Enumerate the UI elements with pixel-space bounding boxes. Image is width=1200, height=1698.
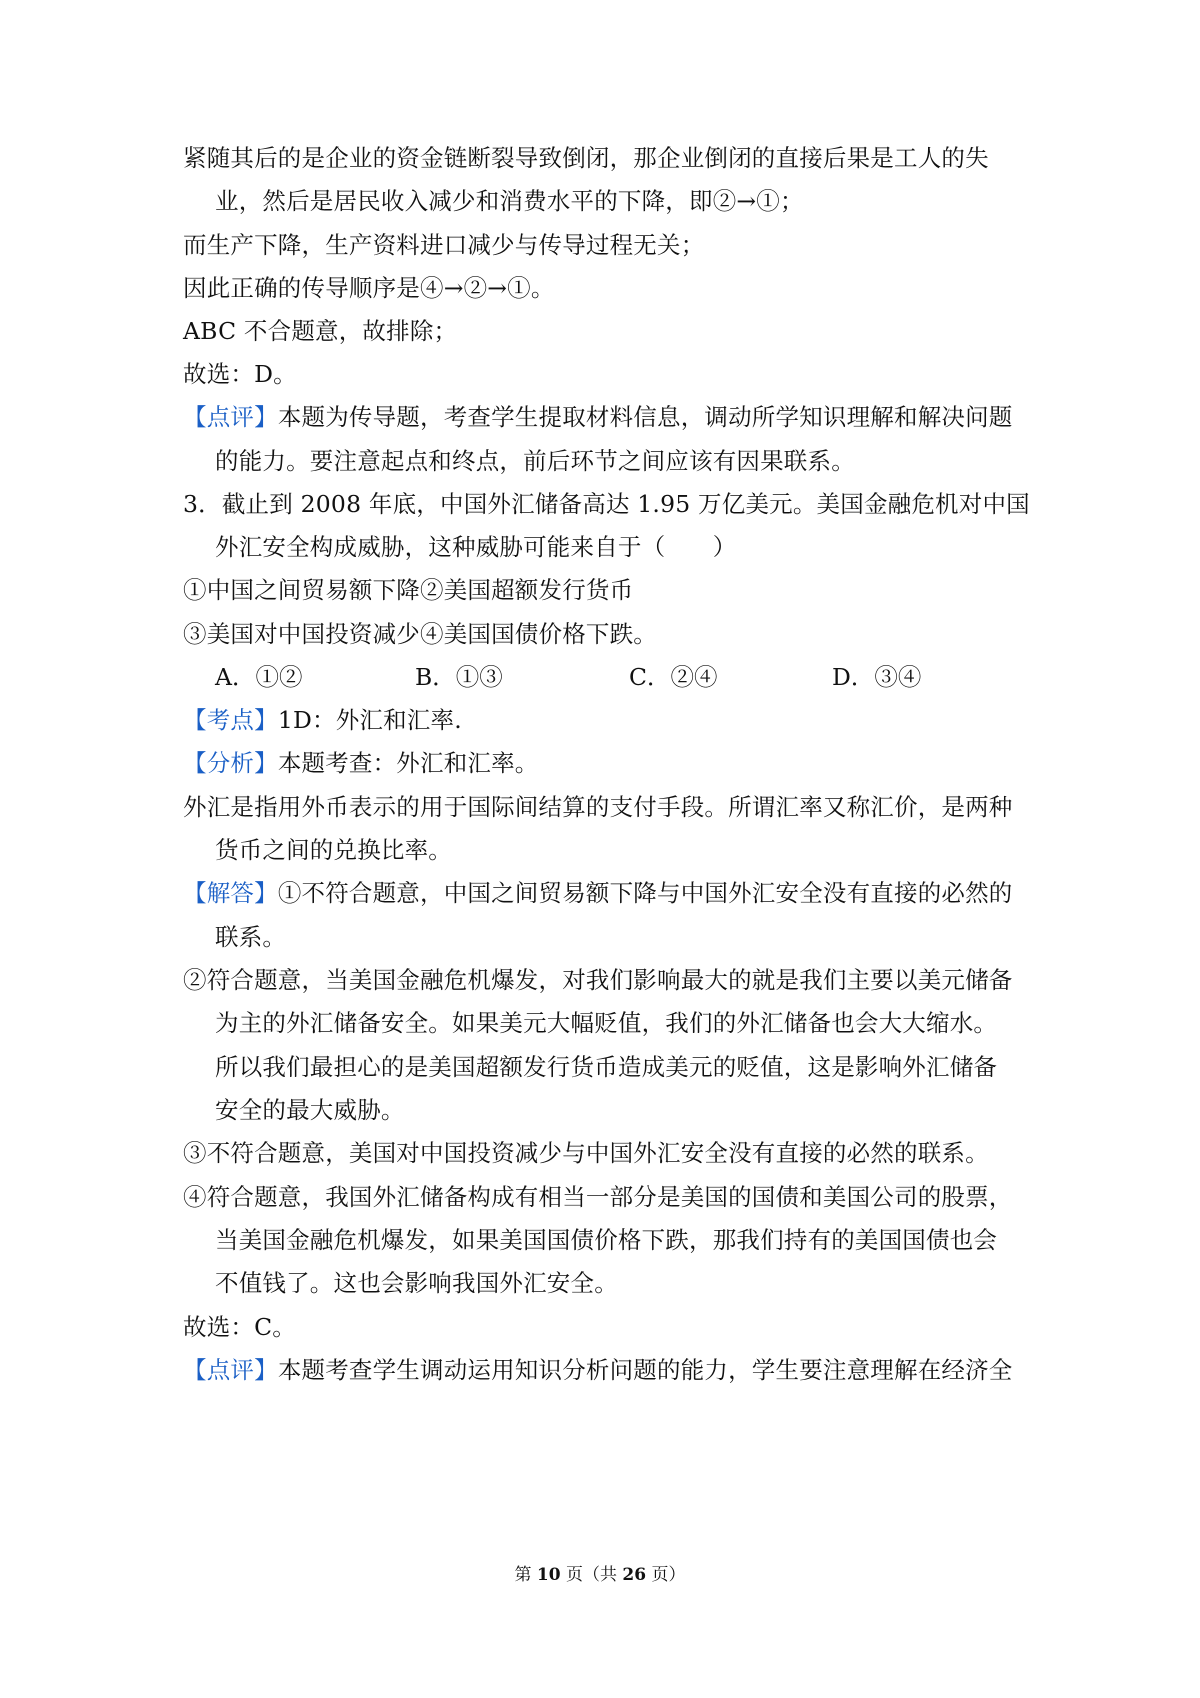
text-line: 业，然后是居民收入减少和消费水平的下降，即②→①； <box>215 187 804 215</box>
option-a: A．①② <box>215 663 303 691</box>
exam-point-block <box>183 705 462 735</box>
text-line: 联系。 <box>215 923 287 951</box>
text-line: 而生产下降，生产资料进口减少与传导过程无关； <box>183 231 705 259</box>
question-stem: 3．截止到 2008 年底，中国外汇储备高达 1.95 万亿美元。美国金融危机对中国 <box>183 490 1030 518</box>
text-line: ABC 不合题意，故排除； <box>183 317 458 345</box>
exam-point-text: 1D：外汇和汇率. <box>277 706 462 734</box>
text-line: 故选：C。 <box>183 1313 296 1341</box>
footer-total-pages: 26 <box>622 1565 647 1585</box>
exam-point-tag: 【考点】 <box>183 706 278 734</box>
footer-suffix: 页） <box>646 1565 686 1585</box>
text-line: 为主的外汇储备安全。如果美元大幅贬值，我们的外汇储备也会大大缩水。 <box>215 1009 998 1037</box>
comment-text: 本题考查学生调动运用知识分析问题的能力，学生要注意理解在经济全 <box>277 1356 1013 1384</box>
text-line: ②符合题意，当美国金融危机爆发，对我们影响最大的就是我们主要以美元储备 <box>183 966 1013 994</box>
solution-block <box>183 878 1013 908</box>
question-item: ③美国对中国投资减少④美国国债价格下跌。 <box>183 620 657 648</box>
question-item: ①中国之间贸易额下降②美国超额发行货币 <box>183 576 634 604</box>
comment-tag: 【点评】 <box>183 403 278 431</box>
comment-block <box>183 1355 1013 1385</box>
option-d: D．③④ <box>832 663 922 691</box>
solution-tag: 【解答】 <box>183 879 278 907</box>
page-footer <box>0 1563 1200 1587</box>
text-line: ③不符合题意，美国对中国投资减少与中国外汇安全没有直接的必然的联系。 <box>183 1139 989 1167</box>
question-stem: 外汇安全构成威胁，这种威胁可能来自于（ ） <box>215 533 737 561</box>
text-line: 安全的最大威胁。 <box>215 1096 405 1124</box>
text-line: 外汇是指用外币表示的用于国际间结算的支付手段。所谓汇率又称汇价，是两种 <box>183 793 1013 821</box>
text-line: 不值钱了。这也会影响我国外汇安全。 <box>215 1269 618 1297</box>
comment-text: 本题为传导题，考查学生提取材料信息，调动所学知识理解和解决问题 <box>277 403 1013 431</box>
footer-page-number: 10 <box>536 1565 561 1585</box>
analysis-text: 本题考查：外汇和汇率。 <box>277 749 539 777</box>
comment-tag: 【点评】 <box>183 1356 278 1384</box>
solution-text: ①不符合题意，中国之间贸易额下降与中国外汇安全没有直接的必然的 <box>277 879 1013 907</box>
analysis-tag: 【分析】 <box>183 749 278 777</box>
option-c: C．②④ <box>629 663 718 691</box>
option-b: B．①③ <box>415 663 503 691</box>
text-line: 当美国金融危机爆发，如果美国国债价格下跌，那我们持有的美国国债也会 <box>215 1226 998 1254</box>
text-line: 所以我们最担心的是美国超额发行货币造成美元的贬值，这是影响外汇储备 <box>215 1053 998 1081</box>
comment-block <box>183 402 1013 432</box>
text-line: 故选：D。 <box>183 360 297 388</box>
footer-middle: 页（共 <box>560 1565 623 1585</box>
text-line: ④符合题意，我国外汇储备构成有相当一部分是美国的国债和美国公司的股票， <box>183 1183 1013 1211</box>
text-line: 货币之间的兑换比率。 <box>215 836 452 864</box>
text-line: 紧随其后的是企业的资金链断裂导致倒闭，那企业倒闭的直接后果是工人的失 <box>183 144 989 172</box>
text-line: 的能力。要注意起点和终点，前后环节之间应该有因果联系。 <box>215 447 855 475</box>
footer-prefix: 第 <box>514 1565 537 1585</box>
text-line: 因此正确的传导顺序是④→②→①。 <box>183 274 555 302</box>
analysis-block <box>183 748 539 778</box>
